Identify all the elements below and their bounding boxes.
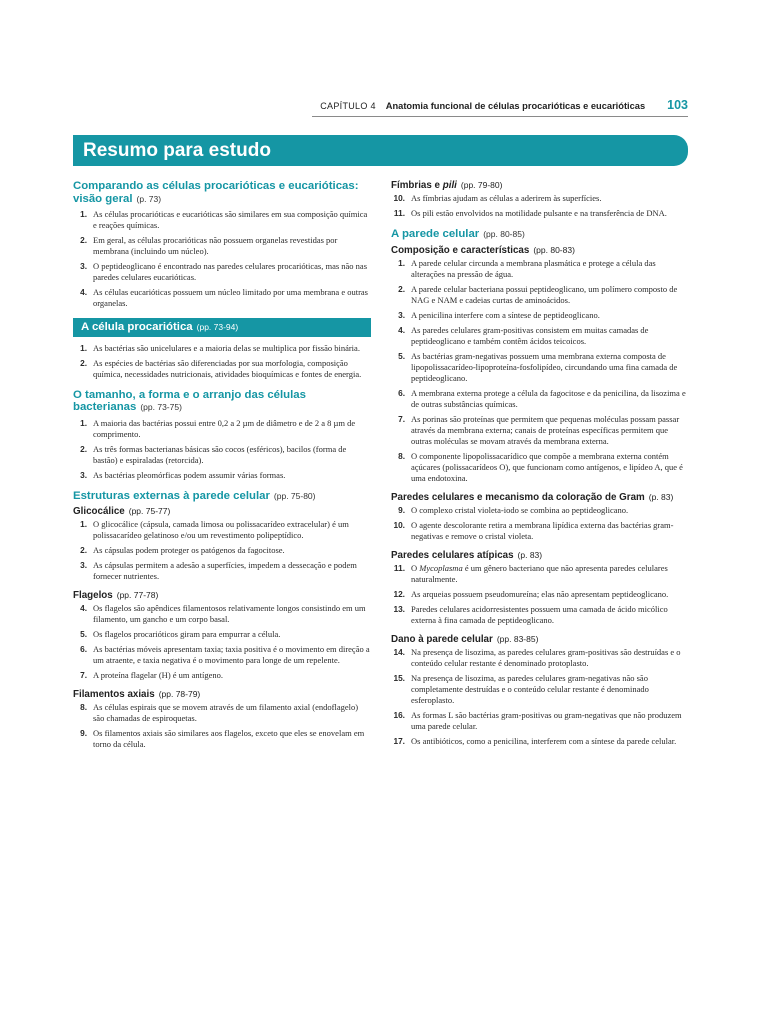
summary-list [73,343,371,380]
item-number: 11. [393,562,405,573]
list-item [391,310,689,321]
section-fimbriae [391,180,689,219]
item-text: Os flagelos procarióticos giram para empurrar a célula. [93,629,281,639]
page-number: 103 [667,98,688,112]
page-ref: (p. 83) [648,491,674,502]
item-text: As cápsulas permitem a adesão a superfícies, impedem a dessecação e podem fornecer nutrientes. [93,560,357,581]
list-item [73,470,371,481]
item-text: A parede celular bacteriana possui peptideoglicano, um polímero composto de NAG e NAM e cadeias curtas de aminoácidos. [411,283,678,305]
list-item [73,343,371,354]
section-size-shape [73,389,371,481]
item-text: As fímbrias ajudam as células a aderirem às superfícies. [411,193,602,203]
subsection-heading [391,492,689,503]
item-number: 9. [398,504,405,515]
list-item [391,451,689,484]
item-text: As paredes celulares gram-positivas consistem em muitas camadas de peptideoglicano e também contêm ácidos teicoicos. [411,324,649,346]
subsection-heading [391,634,689,645]
list-item [391,604,689,626]
item-text: As bactérias móveis apresentam taxia; taxia positiva é o movimento em direção a um atraente, e taxia negativa é o movimento para longe de um repelente. [93,644,370,665]
summary-list [73,418,371,481]
chapter-label: CAPÍTULO 4 [320,101,376,111]
subsection-heading [73,590,371,601]
list-item [73,358,371,380]
item-number: 10. [393,193,405,203]
list-item [391,505,689,516]
list-item [391,414,689,447]
subsection-heading-text: Flagelos [73,590,113,601]
section-comparing [73,180,371,309]
item-number: 4. [80,603,87,613]
item-number: 15. [393,672,405,683]
list-item [391,520,689,542]
item-number: 2. [80,545,87,555]
summary-list [391,258,689,484]
page-ref: (p. 73) [136,193,162,204]
list-item [391,351,689,384]
item-number: 2. [398,283,405,294]
item-number: 6. [80,644,87,654]
subsection-heading-text: Composição e características [391,244,530,256]
item-number: 10. [393,519,405,530]
item-number: 3. [80,560,87,570]
page-ref: (pp. 75-80) [273,490,316,501]
summary-list [391,647,689,747]
list-item [73,728,371,750]
item-text: As cápsulas podem proteger os patógenos da fagocitose. [93,545,285,555]
item-number: 16. [393,709,405,720]
page-ref: (pp. 73-75) [140,402,182,412]
item-text: O agente descolorante retira a membrana lipídica externa das bactérias gram-negativas e remove o cristal violeta. [411,519,674,541]
section-heading [73,180,371,205]
list-item [73,603,371,625]
list-item [391,736,689,747]
item-number: 4. [80,287,87,297]
item-text: As bactérias são unicelulares e a maioria delas se multiplica por fissão binária. [93,342,360,353]
list-item [73,644,371,666]
right-column [391,180,689,756]
page-ref: (pp. 73-94) [196,322,239,332]
subsection-heading-text: Paredes celulares atípicas [391,549,514,561]
list-item [391,563,689,585]
list-item [73,444,371,466]
item-number: 11. [393,208,405,218]
item-text: As espécies de bactérias são diferenciadas por sua morfologia, composição química, necessidades nutricionais, atividades bioquímicas e fontes de energia. [93,357,362,379]
list-item [73,235,371,257]
page-ref: (pp. 80-83) [533,244,575,255]
item-number: 14. [393,646,405,657]
item-number: 2. [80,357,87,368]
item-number: 1. [80,519,87,529]
item-text: A proteína flagelar (H) é um antígeno. [93,670,224,680]
section-heading [73,490,371,503]
page-ref: (pp. 75-77) [128,506,171,516]
summary-list [391,193,689,219]
list-item [73,560,371,582]
summary-banner [73,135,688,166]
subsection-heading-text: Paredes celulares e mecanismo da coloração de Gram [391,491,645,503]
page-ref: (pp. 79-80) [460,180,503,190]
item-number: 12. [393,588,405,599]
item-number: 1. [80,417,87,428]
subsection-heading [73,689,371,700]
running-head [310,98,688,114]
summary-list [73,603,371,681]
section-external-structures [73,490,371,751]
list-item [391,284,689,306]
item-text: As formas L são bactérias gram-positivas ou gram-negativas que não produzem uma parede celular. [411,709,682,731]
list-item [73,418,371,440]
item-number: 1. [80,342,87,353]
list-item [391,208,689,219]
list-item [391,673,689,706]
page-ref: (pp. 77-78) [116,590,159,600]
item-text: Os pili estão envolvidos na motilidade pulsante e na transferência de DNA. [411,208,667,218]
subsection-heading-text: Glicocálice [73,506,125,517]
item-text-part: é um gênero bacteriano que não apresenta paredes celulares naturalmente. [411,562,668,584]
item-text-italic: Mycoplasma [419,562,463,573]
item-text: O complexo cristal violeta-iodo se combina ao peptideoglicano. [411,504,629,515]
section-heading [391,228,689,241]
list-item [73,670,371,681]
list-item [391,647,689,669]
item-number: 17. [393,735,405,746]
header-rule [312,116,688,117]
item-text: As porinas são proteínas que permitem que pequenas moléculas possam passar através da membrana externa; canais de proteínas específicas permitem que outras moléculas se movam através da membrana externa. [411,413,680,446]
section-cell-wall [391,228,689,747]
item-number: 8. [398,450,405,461]
section-heading-text: Estruturas externas à parede celular [73,489,270,502]
item-text: Os antibióticos, como a penicilina, interferem com a síntese da parede celular. [411,735,677,746]
item-text: As três formas bacterianas básicas são cocos (esféricos), bacilos (forma de bastão) e espiraladas (retorcida). [93,443,347,465]
page-ref: (pp. 78-79) [158,689,201,699]
item-number: 7. [398,413,405,424]
subsection-heading-italic: pili [442,180,457,191]
list-item [391,710,689,732]
item-text: O glicocálice (cápsula, camada limosa ou polissacarídeo extracelular) é um polissacarídeo gelatinoso e/ou um revestimento polipeptídico. [93,519,349,540]
item-text: As células procarióticas e eucarióticas são similares em sua composição química e reações químicas. [93,209,368,230]
item-text: As células eucarióticas possuem um núcleo limitado por uma membrana e outras organelas. [93,287,368,308]
item-text: O componente lipopolissacarídico que compõe a membrana externa contém açúcares (polissacarídeos O), que funcionam como antígenos, e lipídeo A, que é uma endotoxina. [411,450,683,483]
subsection-heading-text: Dano à parede celular [391,633,493,645]
item-number: 3. [80,469,87,480]
list-item [391,193,689,204]
list-item [391,388,689,410]
item-text: A parede celular circunda a membrana plasmática e protege a célula das alterações na pressão de água. [411,257,656,279]
page-ref: (p. 83) [517,549,543,560]
list-item [391,325,689,347]
page-ref: (pp. 83-85) [496,633,539,644]
list-item [73,702,371,724]
item-text: A penicilina interfere com a síntese de peptideoglicano. [411,309,600,320]
list-item [391,258,689,280]
section-heading-text: Comparando as células procarióticas e eucarióticas: visão geral [73,180,359,205]
item-number: 3. [80,261,87,271]
item-text: Os flagelos são apêndices filamentosos relativamente longos consistindo em um filamento, um gancho e um corpo basal. [93,603,366,624]
section-heading-text: O tamanho, a forma e o arranjo das células bacterianas [73,388,306,413]
item-number: 13. [393,603,405,614]
list-item [73,519,371,541]
subsection-heading [391,180,689,191]
subsection-heading [73,506,371,517]
summary-list [391,563,689,626]
item-text: Os filamentos axiais são similares aos flagelos, exceto que eles se enovelam em torno da célula. [93,728,365,749]
item-text: A membrana externa protege a célula da fagocitose e da penicilina, da lisozima e de outras substâncias químicas. [411,387,686,409]
list-item [73,629,371,640]
summary-list [73,209,371,309]
subsection-heading-text: Fímbrias e [391,180,443,191]
section-heading [73,389,371,414]
item-number: 2. [80,443,87,454]
list-item [73,287,371,309]
section-heading [81,321,363,334]
subsection-heading-text: Filamentos axiais [73,689,155,700]
section-prokaryotic [73,343,371,380]
summary-list [391,505,689,542]
item-number: 1. [80,209,87,219]
item-number: 9. [80,728,87,738]
page-title: Resumo para estudo [83,140,271,161]
summary-list [73,702,371,750]
section-heading-text: A célula procariótica [81,321,193,333]
item-text: As células espirais que se movem através de um filamento axial (endoflagelo) são chamadas de espiroquetas. [93,702,359,723]
item-text: As bactérias pleomórficas podem assumir várias formas. [93,469,286,480]
section-banner-prokaryotic [73,318,371,337]
list-item [73,545,371,556]
list-item [391,589,689,600]
summary-list [73,519,371,582]
section-heading-text: A parede celular [391,228,480,240]
item-text: Na presença de lisozima, as paredes celulares gram-positivas são destruídas e o conteúdo celular restante é denominado protoplasto. [411,646,681,668]
item-text-part: O [411,562,420,573]
item-number: 6. [398,387,405,398]
item-text: Na presença de lisozima, as paredes celulares gram-negativas não são completamente destruídas e o conteúdo celular restante é denominado esferoplasto. [411,672,649,705]
item-text: Paredes celulares acidorresistentes possuem uma camada de ácido micólico externa à fina camada de peptideoglicano. [411,603,668,625]
list-item [73,209,371,231]
item-text [411,563,689,585]
item-text: As arqueias possuem pseudomureína; elas não apresentam peptideoglicano. [411,588,669,599]
item-number: 8. [80,702,87,712]
item-number: 7. [80,670,87,680]
item-text: As bactérias gram-negativas possuem uma membrana externa composta de lipopolissacarídeo-lipoproteína-fosfolipídeo, circundando uma fina camada de peptideoglicano. [411,350,678,383]
item-number: 5. [398,350,405,361]
item-text: O peptideoglicano é encontrado nas paredes celulares procarióticas, mas não nas paredes celulares eucarióticas. [93,261,368,282]
item-number: 5. [80,629,87,639]
item-number: 1. [398,257,405,268]
subsection-heading [391,550,689,561]
item-text: A maioria das bactérias possui entre 0,2 a 2 µm de diâmetro e de 2 a 8 µm de comprimento. [93,417,356,439]
chapter-title: Anatomia funcional de células procarióticas e eucarióticas [385,101,646,111]
subsection-heading [391,245,689,256]
item-number: 4. [398,324,405,335]
item-text: Em geral, as células procarióticas não possuem organelas revestidas por membrana (incluindo um núcleo). [93,235,338,256]
page-ref: (pp. 80-85) [483,229,525,239]
left-column [73,180,371,759]
item-number: 2. [80,235,87,245]
item-number: 3. [398,309,405,320]
list-item [73,261,371,283]
